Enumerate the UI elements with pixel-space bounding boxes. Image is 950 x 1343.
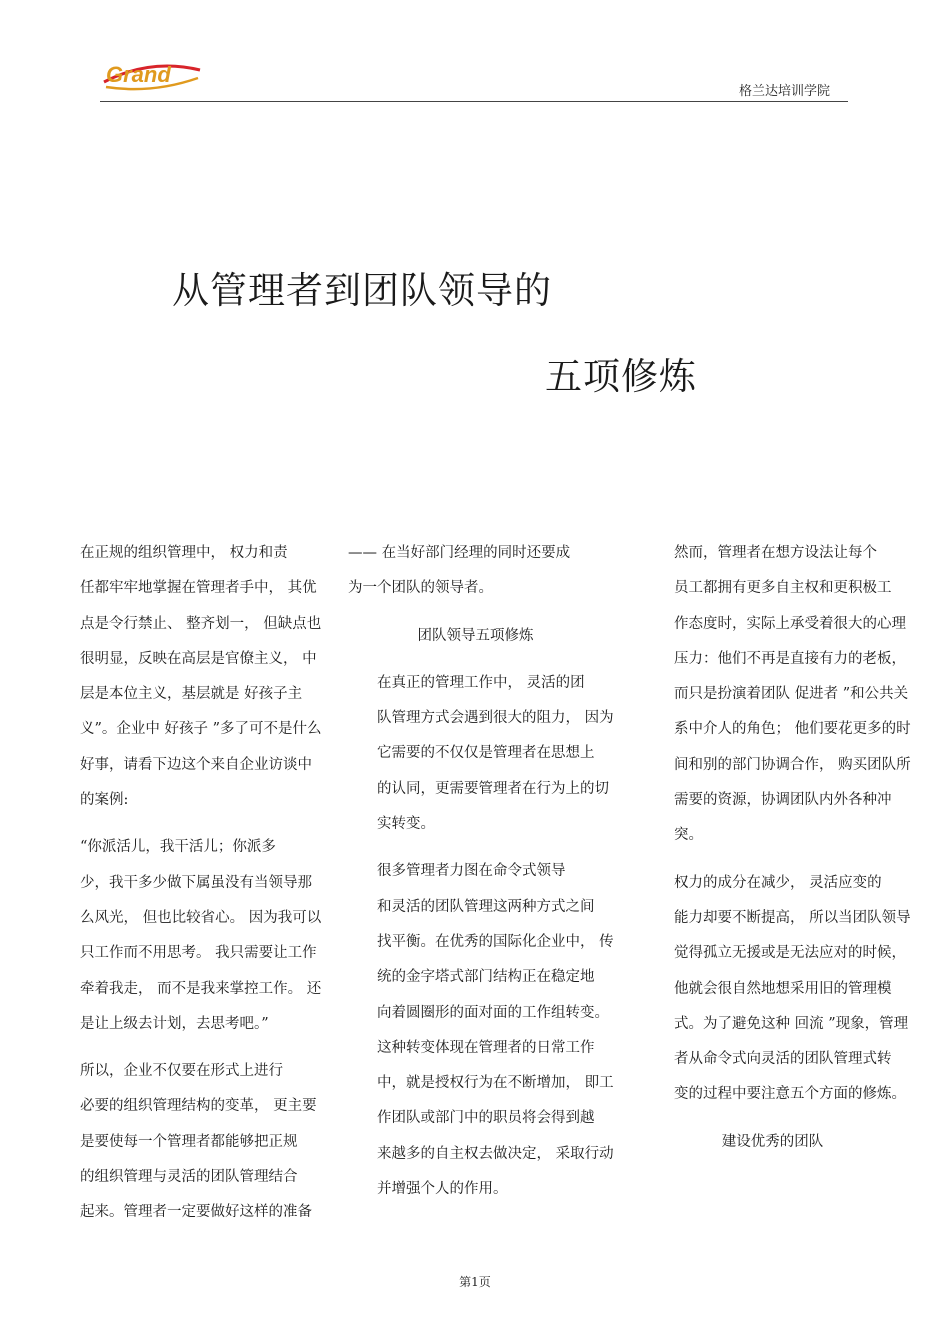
column-2: [348, 536, 614, 1219]
text-line: 义”。企业中 好孩子 ”多了可不是什么: [80, 721, 322, 738]
text-line: 然而，管理者在想方设法让每个: [674, 545, 877, 561]
text-line: 统的金字塔式部门结构正在稳定地: [377, 969, 595, 986]
title-line-1: 从管理者到团队领导的: [172, 269, 552, 312]
text-line: 任都牢牢地掌握在管理者手中， 其优: [80, 580, 317, 597]
text-line: 牵着我走， 而不是我来掌控工作。 还: [80, 980, 322, 997]
column-3: [645, 536, 911, 1172]
text-line: 在正规的组织管理中， 权力和责: [80, 545, 288, 561]
text-line: 需要的资源，协调团队内外各种冲: [674, 792, 892, 809]
title-line-2: 五项修炼: [545, 355, 697, 398]
text-line: 好事，请看下边这个来自企业访谈中: [80, 756, 312, 773]
text-line: 的组织管理与灵活的团队管理结合: [80, 1169, 298, 1186]
text-line: 很明显，反映在高层是官僚主义， 中: [80, 650, 317, 667]
text-line: 的案例:: [80, 792, 129, 809]
text-line: 并增强个人的作用。: [377, 1181, 508, 1198]
text-line: 者从命令式向灵活的团队管理式转: [674, 1051, 892, 1068]
text-line: 只工作而不用思考。 我只需要让工作: [80, 945, 317, 962]
text-line: 点是令行禁止、 整齐划一， 但缺点也: [80, 615, 322, 632]
text-line: 必要的组织管理结构的变革， 更主要: [80, 1098, 317, 1115]
text-line: 觉得孤立无援或是无法应对的时候，: [674, 945, 906, 962]
text-line: 层是本位主义，基层就是 好孩子主: [80, 686, 303, 703]
text-line: 而只是扮演着团队 促进者 ”和公共关: [674, 686, 909, 703]
text-line: 这种转变体现在管理者的日常工作: [377, 1039, 595, 1056]
paragraph: [51, 536, 322, 818]
text-line: —— 在当好部门经理的同时还要成: [348, 545, 571, 561]
text-line: 向着圆圈形的面对面的工作组转变。: [377, 1004, 609, 1021]
paragraph: [51, 1054, 317, 1230]
paragraph: [348, 536, 603, 607]
text-line: 的认同，更需要管理者在行为上的切: [377, 780, 609, 797]
paragraph: [645, 536, 911, 854]
paragraph: [348, 854, 614, 1207]
text-line: 实转变。: [377, 816, 435, 833]
text-line: 间和别的部门协调合作， 购买团队所: [674, 756, 911, 773]
text-line: 员工都拥有更多自主权和更积极工: [674, 580, 892, 597]
text-line: 和灵活的团队管理这两种方式之间: [377, 898, 595, 915]
text-line: 找平衡。在优秀的国际化企业中， 传: [377, 933, 614, 950]
text-line: 压力：他们不再是直接有力的老板，: [674, 650, 906, 667]
text-line: 变的过程中要注意五个方面的修炼。: [674, 1086, 906, 1103]
paragraph: [348, 666, 614, 842]
text-line: 起来。管理者一定要做好这样的准备: [80, 1204, 312, 1221]
text-line: 权力的成分在减少， 灵活应变的: [674, 874, 882, 891]
text-line: 在真正的管理工作中， 灵活的团: [377, 674, 585, 691]
text-line: 为一个团队的领导者。: [348, 580, 493, 597]
text-line: 所以，企业不仅要在形式上进行: [80, 1063, 283, 1080]
logo-text: Grand: [106, 62, 171, 87]
section-heading: 建设优秀的团队: [721, 1133, 824, 1150]
paragraph: [51, 830, 322, 1042]
header-divider: [100, 101, 848, 102]
text-line: 队管理方式会遇到很大的阻力， 因为: [377, 710, 614, 727]
column-1: [51, 536, 322, 1243]
grand-logo: [100, 56, 204, 94]
section-heading: 团队领导五项修炼: [417, 627, 534, 644]
text-line: “你派活儿，我干活儿；你派多: [80, 839, 276, 856]
text-line: 突。: [674, 827, 703, 844]
text-line: 它需要的不仅仅是管理者在思想上: [377, 745, 595, 762]
text-line: 很多管理者力图在命令式领导: [377, 863, 566, 880]
text-line: 少，我干多少做下属虽没有当领导那: [80, 874, 312, 891]
text-line: 中，就是授权行为在不断增加， 即工: [377, 1075, 614, 1092]
text-line: 作团队或部门中的职员将会得到越: [377, 1110, 595, 1127]
text-line: 他就会很自然地想采用旧的管理模: [674, 980, 892, 997]
text-line: 来越多的自主权去做决定， 采取行动: [377, 1145, 614, 1162]
text-line: 能力却要不断提高， 所以当团队领导: [674, 909, 911, 926]
text-line: 式。为了避免这种 回流 ”现象，管理: [674, 1015, 909, 1032]
organization-name: 格兰达培训学院: [738, 84, 830, 99]
text-line: 作态度时，实际上承受着很大的心理: [674, 615, 906, 632]
text-line: 系中介人的角色； 他们要花更多的时: [674, 721, 911, 738]
paragraph: [645, 866, 911, 1113]
page-number: 第1页: [459, 1275, 491, 1289]
text-line: 是要使每一个管理者都能够把正规: [80, 1133, 298, 1150]
text-line: 么风光， 但也比较省心。 因为我可以: [80, 909, 322, 926]
text-line: 是让上级去计划，去思考吧。”: [80, 1015, 269, 1032]
